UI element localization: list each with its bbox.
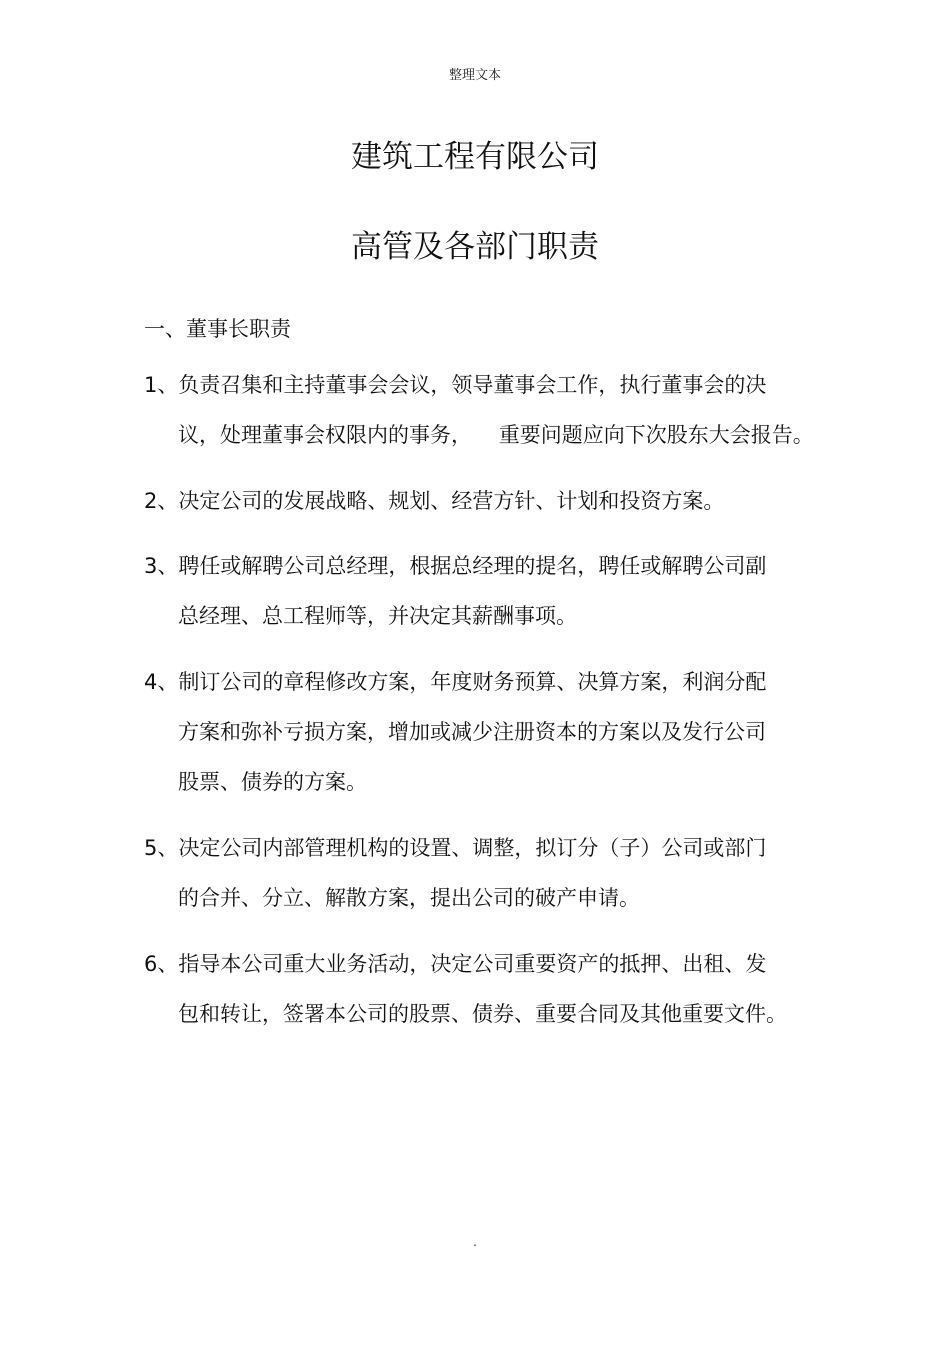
page-header: 整理文本 xyxy=(448,68,501,83)
company-title: 建筑工程有限公司 xyxy=(351,139,599,175)
page-footer: . xyxy=(473,1235,477,1249)
section-heading: 一、董事长职责 xyxy=(144,317,291,341)
duty-item-5 xyxy=(144,833,804,913)
duty-item-4-line-1: 4、制订公司的章程修改方案，年度财务预算、决算方案，利润分配 xyxy=(144,670,767,694)
duty-item-6 xyxy=(144,949,804,1029)
duty-item-1-line-1: 1、负责召集和主持董事会会议，领导董事会工作，执行董事会的决 xyxy=(144,373,767,397)
duty-item-1 xyxy=(144,370,814,450)
duty-item-2-line-1: 2、决定公司的发展战略、规划、经营方针、计划和投资方案。 xyxy=(144,489,725,513)
duty-item-6-line-2: 包和转让，签署本公司的股票、债券、重要合同及其他重要文件。 xyxy=(178,1002,787,1026)
duty-item-3-line-1: 3、聘任或解聘公司总经理，根据总经理的提名，聘任或解聘公司副 xyxy=(144,554,767,578)
duty-item-4 xyxy=(144,667,804,797)
duty-item-1-line-2: 议，处理董事会权限内的事务， 重要问题应向下次股东大会报告。 xyxy=(178,423,814,447)
duty-item-5-line-1: 5、决定公司内部管理机构的设置、调整，拟订分（子）公司或部门 xyxy=(144,836,767,860)
duty-item-3 xyxy=(144,551,804,631)
duty-item-5-line-2: 的合并、分立、解散方案，提出公司的破产申请。 xyxy=(178,886,640,910)
duty-item-6-line-1: 6、指导本公司重大业务活动，决定公司重要资产的抵押、出租、发 xyxy=(144,952,767,976)
duty-item-2 xyxy=(144,486,804,516)
duty-item-4-line-2: 方案和弥补亏损方案，增加或减少注册资本的方案以及发行公司 xyxy=(178,720,766,744)
document-title: 高管及各部门职责 xyxy=(351,229,599,265)
duty-item-3-line-2: 总经理、总工程师等，并决定其薪酬事项。 xyxy=(178,604,577,628)
duty-item-4-line-3: 股票、债券的方案。 xyxy=(178,770,367,794)
